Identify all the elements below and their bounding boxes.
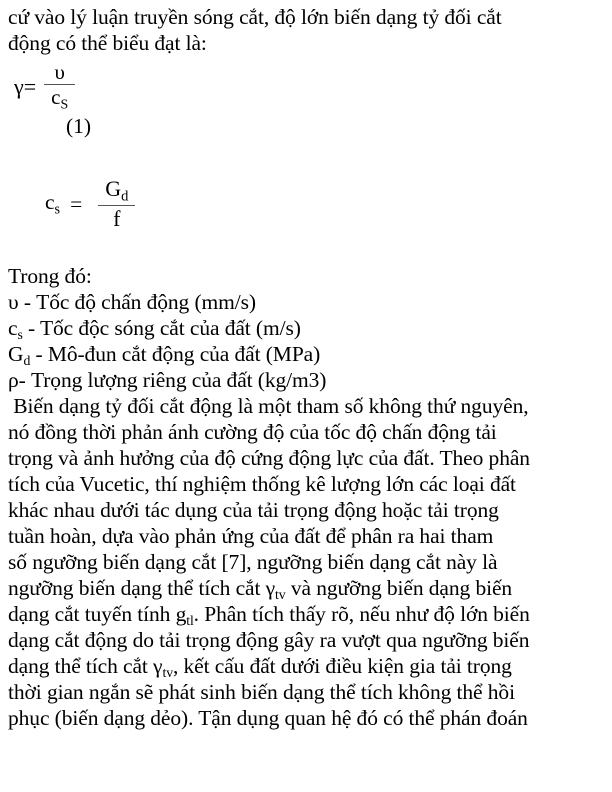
equation-2-denominator: f <box>113 206 121 232</box>
equation-1-numerator: υ <box>54 60 65 84</box>
body-line-11-part-b: , kết cấu đất dưới điều kiện gia tải trọng <box>172 654 512 678</box>
body-line-9-part-b: . Phân tích thấy rõ, nếu như độ lớn biến <box>193 602 530 626</box>
body-text-line-7: số ngưỡng biến dạng cắt [7], ngưỡng biến dạng cắt này là <box>8 550 498 574</box>
definition-item-gd-subscript: d <box>23 353 31 369</box>
intro-text-line-2: động có thể biểu đạt là: <box>8 31 207 55</box>
equation-2-lhs <box>45 189 61 218</box>
equation-1-denominator-base: c <box>51 85 61 110</box>
body-text-line-12: thời gian ngắn sẽ phát sinh biến dạng thể tích không thể hồi <box>8 680 515 704</box>
equation-1-fraction <box>44 62 75 112</box>
equation-1-number: (1) <box>66 114 92 138</box>
body-line-8-part-b: và ngưỡng biến dạng biến <box>285 576 513 600</box>
body-line-11-part-a: dạng thể tích cắt γ <box>8 654 163 678</box>
equation-2-lhs-base: c <box>45 189 55 214</box>
body-text-line-1: Biến dạng tỷ đối cắt động là một tham số không thứ nguyên, <box>8 394 529 418</box>
body-text-line-5: khác nhau dưới tác dụng của tải trọng động hoặc tải trọng <box>8 498 499 522</box>
body-text-line-2: nó đồng thời phản ánh cường độ của tốc độ chấn động tải <box>8 420 497 444</box>
definition-item-gd-text: - Mô-đun cắt động của đất (MPa) <box>30 342 321 366</box>
definition-item-cs-symbol: c <box>8 316 18 340</box>
equation-2-numerator-subscript: d <box>121 188 129 205</box>
equation-1-lhs: γ= <box>14 74 37 100</box>
gamma-tv-subscript-2: tv <box>162 665 173 681</box>
body-text-line-6: tuần hoàn, dựa vào phản ứng của đất để phân ra hai tham <box>8 524 494 548</box>
body-text-line-4: tích của Vucetic, thí nghiệm thống kê lượng lớn các loại đất <box>8 472 516 496</box>
definition-item-cs-text: - Tốc độc sóng cắt của đất (m/s) <box>22 316 301 340</box>
definition-item-cs-subscript: s <box>17 327 23 343</box>
body-line-8-part-a: ngưỡng biến dạng thể tích cắt γ <box>8 576 276 600</box>
equation-1-denominator-subscript: S <box>60 96 69 112</box>
gamma-tv-subscript-1: tv <box>275 587 286 603</box>
body-line-9-part-a: dạng cắt tuyến tính g <box>8 602 187 626</box>
equation-1-denominator <box>44 85 75 112</box>
body-text-line-13: phục (biến dạng dẻo). Tận dụng quan hệ đó có thể phán đoán <box>8 706 528 730</box>
body-text-line-10: dạng cắt động do tải trọng động gây ra vượt qua ngưỡng biến <box>8 628 530 652</box>
equation-1 <box>14 62 80 112</box>
definition-item-rho: ρ- Trọng lượng riêng của đất (kg/m3) <box>8 368 327 392</box>
body-text-line-3: trọng và ảnh hưởng của độ cứng động lực của đất. Theo phân <box>8 446 530 470</box>
equation-2 <box>45 178 140 231</box>
equation-2-lhs-subscript: s <box>54 201 61 218</box>
definitions-heading: Trong đó: <box>8 264 92 288</box>
equation-2-fraction <box>98 178 135 231</box>
intro-text-line-1: cứ vào lý luận truyền sóng cắt, độ lớn biến dạng tỷ đối cắt <box>8 5 502 29</box>
definition-item-gd-symbol: G <box>8 342 24 366</box>
equation-2-equals-sign: = <box>70 191 83 216</box>
g-tl-subscript: tl <box>186 613 194 629</box>
definition-item-upsilon: υ - Tốc độ chấn động (mm/s) <box>8 290 256 314</box>
equation-2-numerator-base: G <box>105 176 122 201</box>
equation-2-numerator <box>98 178 135 205</box>
